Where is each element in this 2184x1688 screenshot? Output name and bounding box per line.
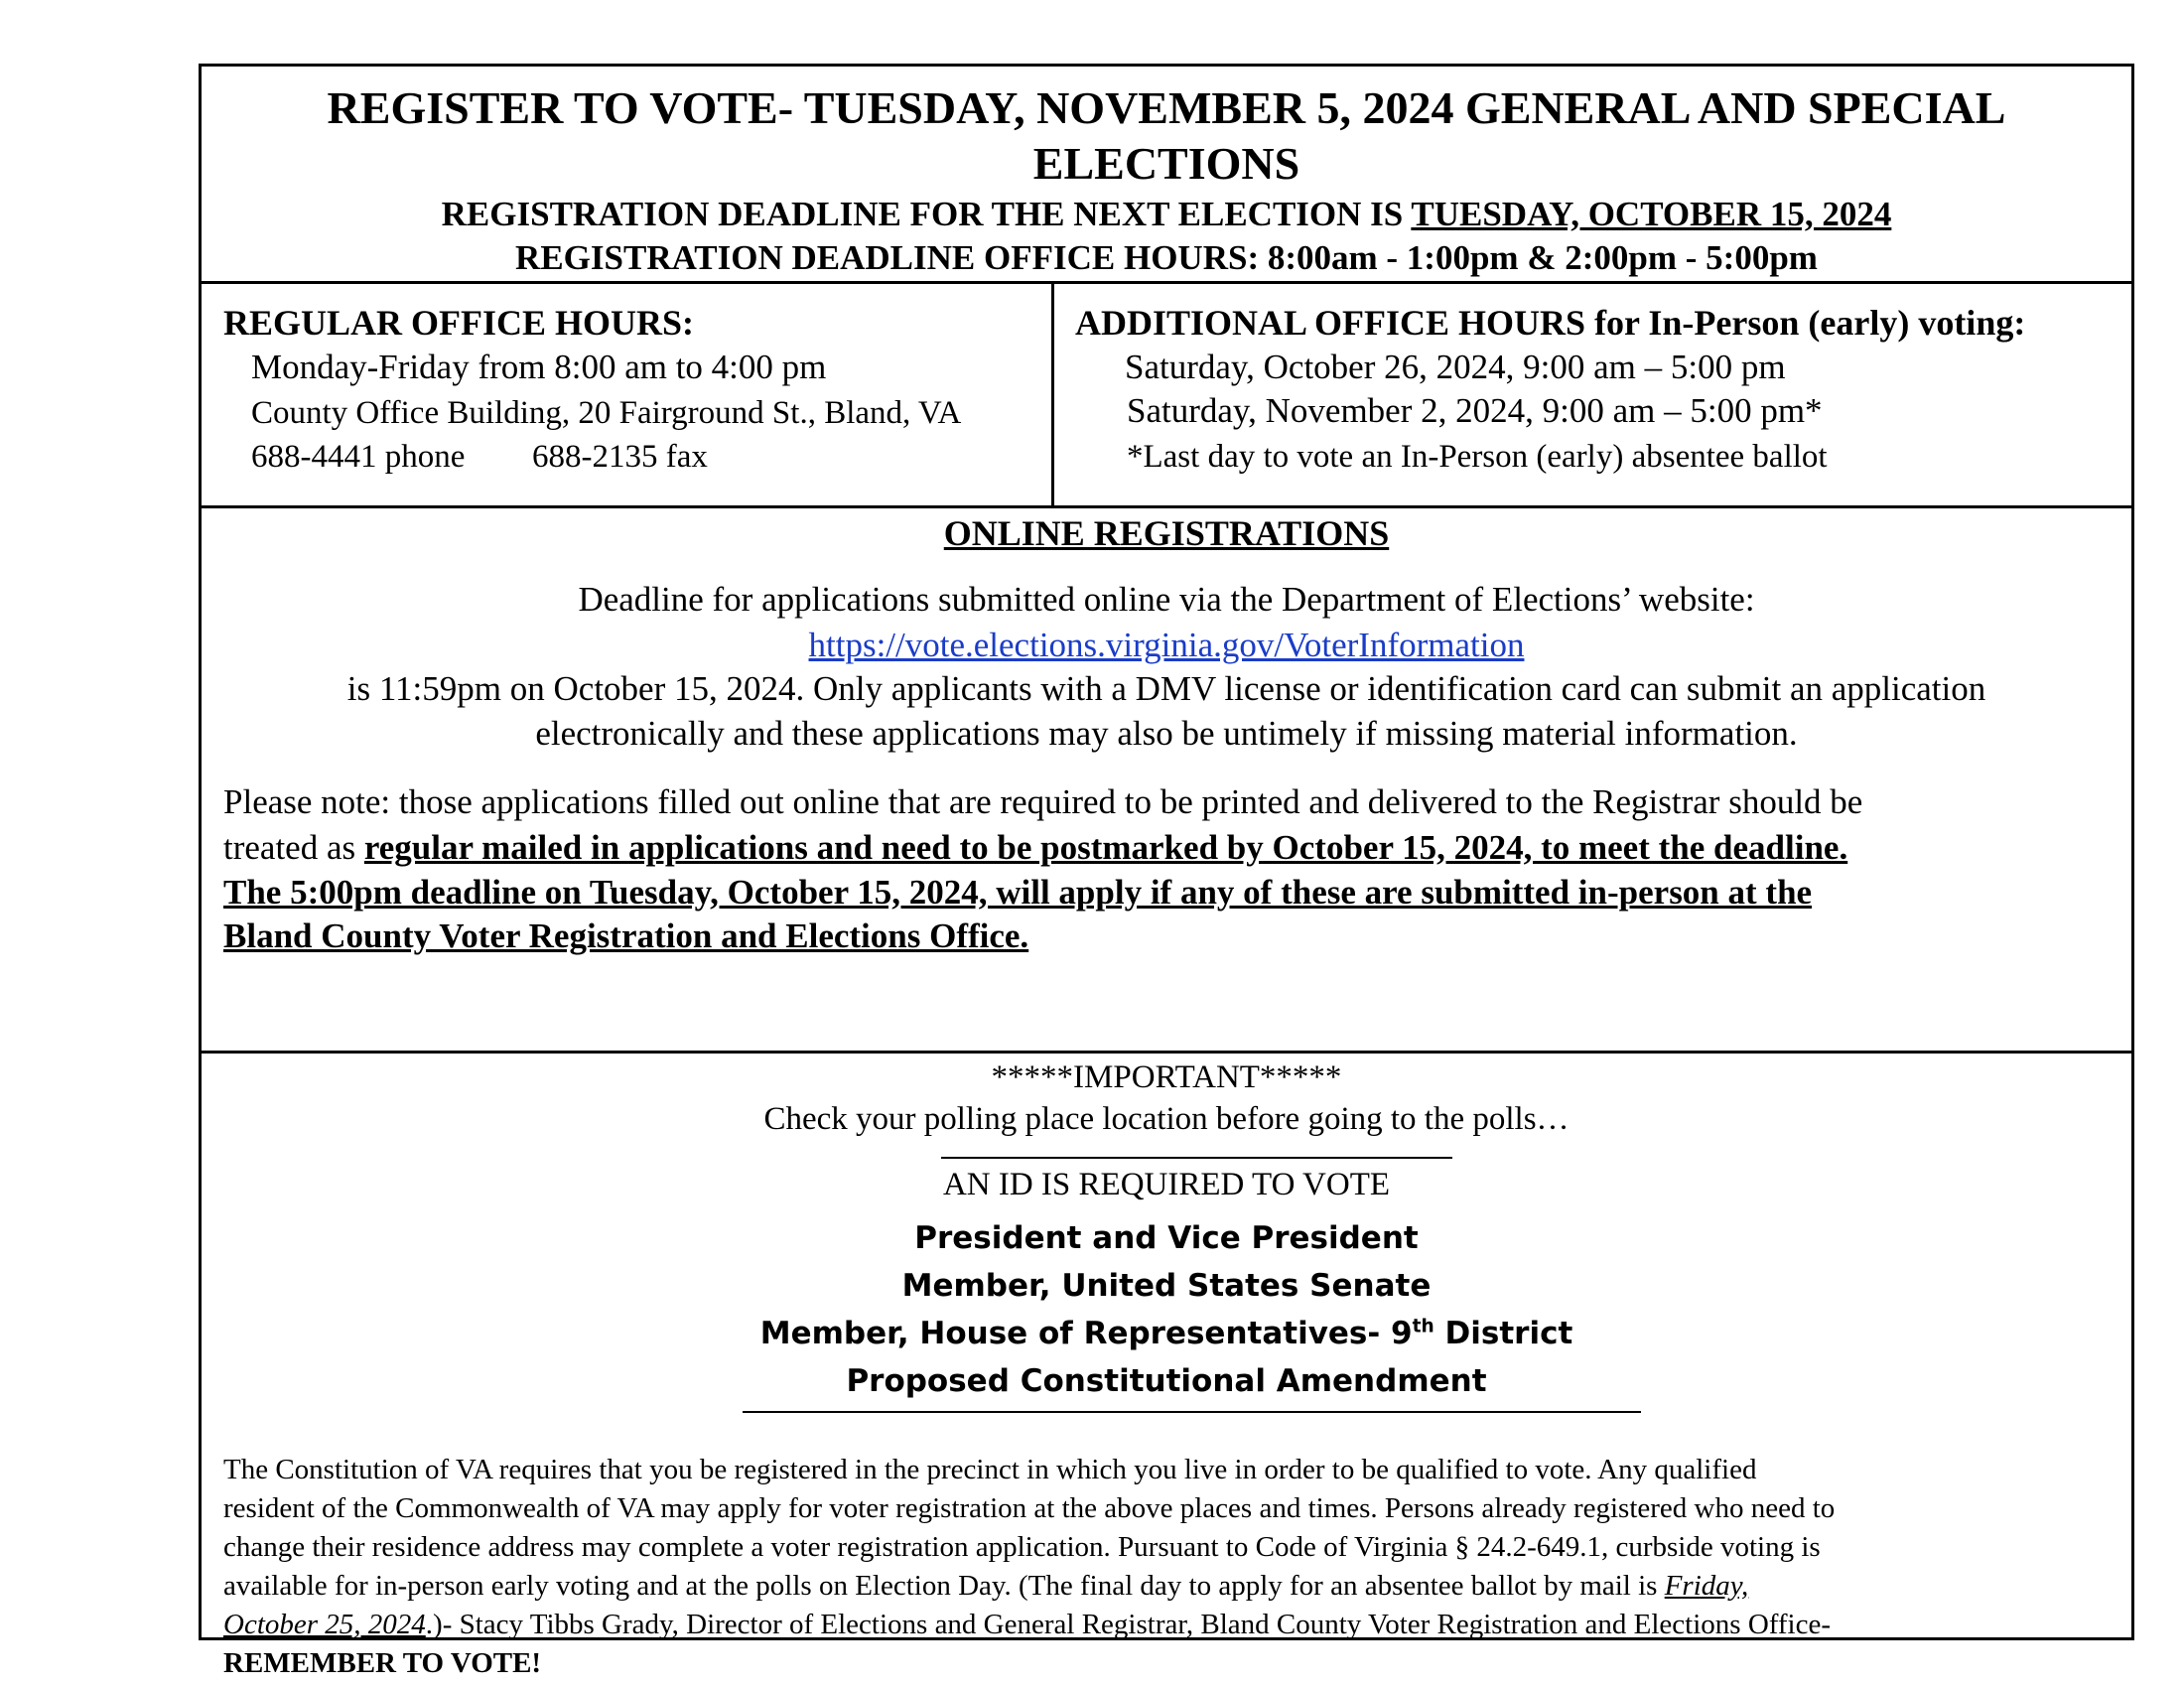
- online-deadline-line: Deadline for applications submitted online via the Department of Elections’ website:: [578, 580, 1755, 619]
- notice-frame: [199, 64, 2134, 1679]
- house-district-suffix: th: [1412, 1316, 1434, 1337]
- notice-title: [202, 80, 2131, 192]
- printed-applications-note: Please note: those applications filled out online that are required to be printed and delivered to the Registrar should be: [223, 782, 1863, 821]
- id-required: AN ID IS REQUIRED TO VOTE: [942, 1167, 1391, 1202]
- house-label: Member, House of Representatives- 9: [759, 1316, 1413, 1351]
- constitution-paragraph-line-1: The Constitution of VA requires that you be registered in the precinct in which you live in order to be qualified to vote. Any qualified: [223, 1454, 1757, 1485]
- column-divider: [1051, 284, 1054, 505]
- office-fax: 688-2135 fax: [532, 439, 708, 475]
- office-phone: 688-4441 phone: [251, 439, 466, 475]
- important-section: [202, 1054, 2131, 1679]
- online-registrations-section: [202, 508, 2131, 1051]
- deadline-office-hours: REGISTRATION DEADLINE OFFICE HOURS: 8:00am - 1:00pm & 2:00pm - 5:00pm: [515, 238, 1818, 277]
- polling-place-reminder: Check your polling place location before going to the polls…: [763, 1101, 1570, 1137]
- regular-hours-heading: REGULAR OFFICE HOURS:: [223, 303, 695, 343]
- in-person-deadline: The 5:00pm deadline on Tuesday, October 15, 2024, will apply if any of these are submitted in-person at the: [223, 873, 1813, 912]
- divider-short: [941, 1157, 1452, 1159]
- additional-hours-day-2: Saturday, November 2, 2024, 9:00 am – 5:00 pm*: [1127, 391, 1823, 430]
- additional-hours-heading: ADDITIONAL OFFICE HOURS for In-Person (early) voting:: [1075, 303, 2026, 343]
- note-prefix: treated as: [223, 828, 364, 867]
- title-line-1: REGISTER TO VOTE- TUESDAY, NOVEMBER 5, 2024 GENERAL AND SPECIAL: [327, 82, 2006, 133]
- registration-deadline: [202, 194, 2131, 235]
- absentee-deadline-day: Friday,: [1664, 1570, 1749, 1602]
- absentee-note: available for in-person early voting and at the polls on Election Day. (The final day to apply for an absentee ballot by mail is: [223, 1570, 1665, 1602]
- online-deadline-time: is 11:59pm on October 15, 2024. Only applicants with a DMV license or identification card can submit an application: [346, 669, 1986, 708]
- absentee-deadline-date: October 25, 2024: [223, 1609, 426, 1640]
- online-heading: ONLINE REGISTRATIONS: [943, 513, 1390, 553]
- office-senate: Member, United States Senate: [901, 1268, 1432, 1304]
- online-untimely-note: electronically and these applications may also be untimely if missing material information.: [535, 714, 1798, 753]
- early-voting-note: *Last day to vote an In-Person (early) absentee ballot: [1127, 439, 1828, 475]
- house-district-word: District: [1433, 1316, 1573, 1351]
- divider-long: [743, 1411, 1641, 1413]
- office-name: Bland County Voter Registration and Elections Office.: [223, 916, 1029, 955]
- voter-information-link[interactable]: https://vote.elections.virginia.gov/VoterInformation: [808, 626, 1525, 664]
- header-section: [202, 67, 2131, 281]
- registrar-signature: .)- Stacy Tibbs Grady, Director of Elections and General Registrar, Bland County Voter Registration and Elections Office-: [425, 1609, 1832, 1640]
- office-amendment: Proposed Constitutional Amendment: [846, 1363, 1487, 1399]
- title-line-2: ELECTIONS: [1032, 138, 1300, 189]
- office-hours-section: [202, 284, 2131, 505]
- postmark-deadline: regular mailed in applications and need to be postmarked by October 15, 2024, to meet the deadline.: [363, 828, 1848, 867]
- office-president: President and Vice President: [914, 1220, 1419, 1256]
- constitution-paragraph-line-3: change their residence address may complete a voter registration application. Pursuant to Code of Virginia § 24.2-649.1, curbside voting is: [223, 1531, 1821, 1563]
- additional-hours-day-1: Saturday, October 26, 2024, 9:00 am – 5:00 pm: [1125, 348, 1786, 386]
- constitution-paragraph-line-2: resident of the Commonwealth of VA may apply for voter registration at the above places and times. Persons already registered who need to: [223, 1492, 1836, 1524]
- office-house: [202, 1316, 2131, 1351]
- regular-hours-days: Monday-Friday from 8:00 am to 4:00 pm: [251, 348, 827, 386]
- office-address: County Office Building, 20 Fairground St., Bland, VA: [251, 395, 962, 431]
- deadline-date: TUESDAY, OCTOBER 15, 2024: [1411, 195, 1892, 233]
- remember-to-vote: REMEMBER TO VOTE!: [223, 1647, 542, 1679]
- important-heading: *****IMPORTANT*****: [991, 1059, 1342, 1095]
- deadline-label: REGISTRATION DEADLINE FOR THE NEXT ELECTION IS: [441, 195, 1412, 233]
